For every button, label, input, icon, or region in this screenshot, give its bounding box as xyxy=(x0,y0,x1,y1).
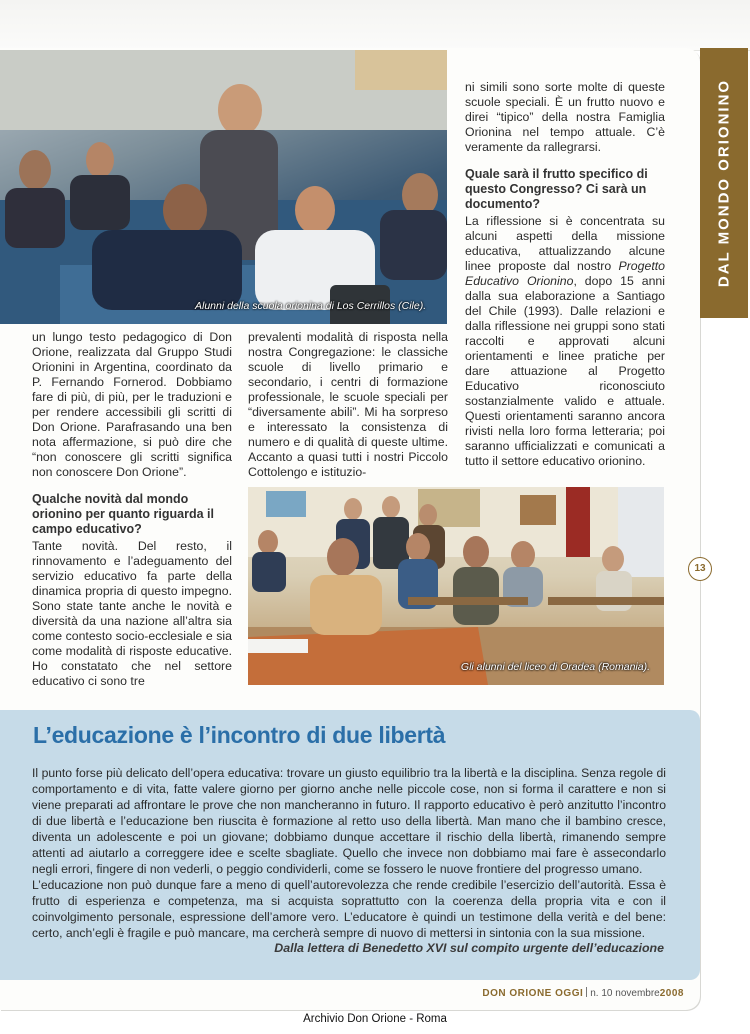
text-column-1 xyxy=(32,330,232,689)
paragraph: Tante novità. Del resto, il rinnovamento e l’adeguamento del servizio educativo fa parte della dinamica propria di questo impegno. Sono state tante anche le novità e diversità da una nazione all’altra sia come contesto socio-ecclesiale e sia come modalità di risposte educative. Ho constatato che nel settore educativo ci sono tre xyxy=(32,539,232,688)
text-column-2 xyxy=(248,330,448,480)
quote-source: Dalla lettera di Benedetto XVI sul compito urgente dell’educazione xyxy=(274,941,664,955)
quote-box-body xyxy=(32,765,666,941)
photo-oradea xyxy=(248,487,664,685)
publication-footer xyxy=(482,987,684,999)
paragraph: L’educazione non può dunque fare a meno di quell’autorevolezza che rende credibile l’esercizio dell’autorità. Essa è frutto di esperienza e competenza, ma si acquista soprattutto con la coerenza della propria vita e con il coinvolgimento personale, espressione dell’amore vero. L’educatore è quindi un testimone della verità e del bene: certo, anch’egli è fragile e può mancare, ma cercherà sempre di nuovo di mettersi in sintonia con la sua missione. xyxy=(32,878,666,940)
quote-box xyxy=(0,710,700,980)
photo-caption: Gli alunni del liceo di Oradea (Romania). xyxy=(460,661,650,673)
page-number: 13 xyxy=(688,557,712,581)
paragraph-part: , dopo 15 anni dalla sua elaborazione a Santiago del Chile (1993). Dalle relazioni e dalla riflessione nei gruppi sono stati raccolti e approvati alcuni orientamenti e linee pratiche per dare attuazione al Progetto Educativo riconosciuto sostanzialmente valido e attuale. Questi orientamenti saranno ancora rivisti nella loro forma letteraria; poi saranno ufficializzati e comunicati a tutto il settore educativo orionino. xyxy=(465,274,665,468)
photo-los-cerrillos xyxy=(0,50,447,324)
classroom-photo-illustration xyxy=(0,50,447,324)
scan-border xyxy=(0,0,750,51)
section-tab xyxy=(700,48,748,318)
paragraph: prevalenti modalità di risposta nella nostra Congregazione: le classiche scuole di livello primario e secondario, i centri di formazione professionale, le scuole speciali per “diversamente abili”. Mi ha sorpreso e interessato la consistenza di numero e di qualità di queste ultime. Accanto a quasi tutti i nostri Piccolo Cottolengo e istituzio- xyxy=(248,330,448,479)
text-column-3 xyxy=(465,80,665,469)
paragraph: un lungo testo pedagogico di Don Orione, realizzata dal Gruppo Studi Orionini in Argentina, coordinato da P. Fernando Fornerod. Dobbiamo fare di più, di più, per le traduzioni e per rendere accessibili gli scritti di Don Orione. Parafrasando una ben nota affermazione, si può dire che “non conoscere gli scritti significa non conoscere Don Orione”. xyxy=(32,330,232,479)
paragraph: ni simili sono sorte molte di queste scuole speciali. È un frutto nuovo e direi “tipico” della nostra Famiglia Orionina nel tempo attuale. C’è veramente da rallegrarsi. xyxy=(465,80,665,154)
section-tab-label: DAL MONDO ORIONINO xyxy=(715,78,733,288)
photo-caption: Alunni della scuola orionina di Los Cerrillos (Cile). xyxy=(195,300,427,312)
interview-question: Quale sarà il frutto specifico di questo Congresso? Ci sarà un documento? xyxy=(465,167,648,211)
quote-box-title: L’educazione è l’incontro di due libertà xyxy=(33,722,446,748)
archive-credit: Archivio Don Orione - Roma xyxy=(303,1013,447,1025)
publication-name: DON ORIONE OGGI xyxy=(482,988,584,999)
paragraph-part: La riflessione si è concentrata su alcuni aspetti della missione educativa, attualizzando alcune linee proposte dal nostro xyxy=(465,214,665,273)
paragraph xyxy=(465,214,665,469)
project-title: Progetto Educativo Orionino xyxy=(465,259,665,288)
issue-year: 2008 xyxy=(659,988,684,999)
paragraph: Il punto forse più delicato dell’opera educativa: trovare un giusto equilibrio tra la libertà e la disciplina. Senza regole di comportamento e di vita, fatte valere giorno per giorno anche nelle piccole cose, non si forma il carattere e non si viene preparati ad affrontare le prove che non mancheranno in futuro. Il rapporto educativo è però anzitutto l’incontro di due libertà e l’educazione ben riuscita è formazione al retto uso della libertà. Man mano che il bambino cresce, diventa un adolescente e poi un giovane; dobbiamo dunque accettare il rischio della libertà, rimanendo sempre attenti ad aiutarlo a correggere idee e scelte sbagliate. Quello che invece non dobbiamo mai fare è assecondarlo negli errori, fingere di non vederli, o peggio condividerli, come se fossero le nuove frontiere del progresso umano. xyxy=(32,766,666,876)
interview-question: Qualche novità dal mondo orionino per quanto riguarda il campo educativo? xyxy=(32,492,214,536)
issue-info: n. 10 novembre xyxy=(590,988,660,999)
classroom-photo-illustration xyxy=(248,487,664,685)
